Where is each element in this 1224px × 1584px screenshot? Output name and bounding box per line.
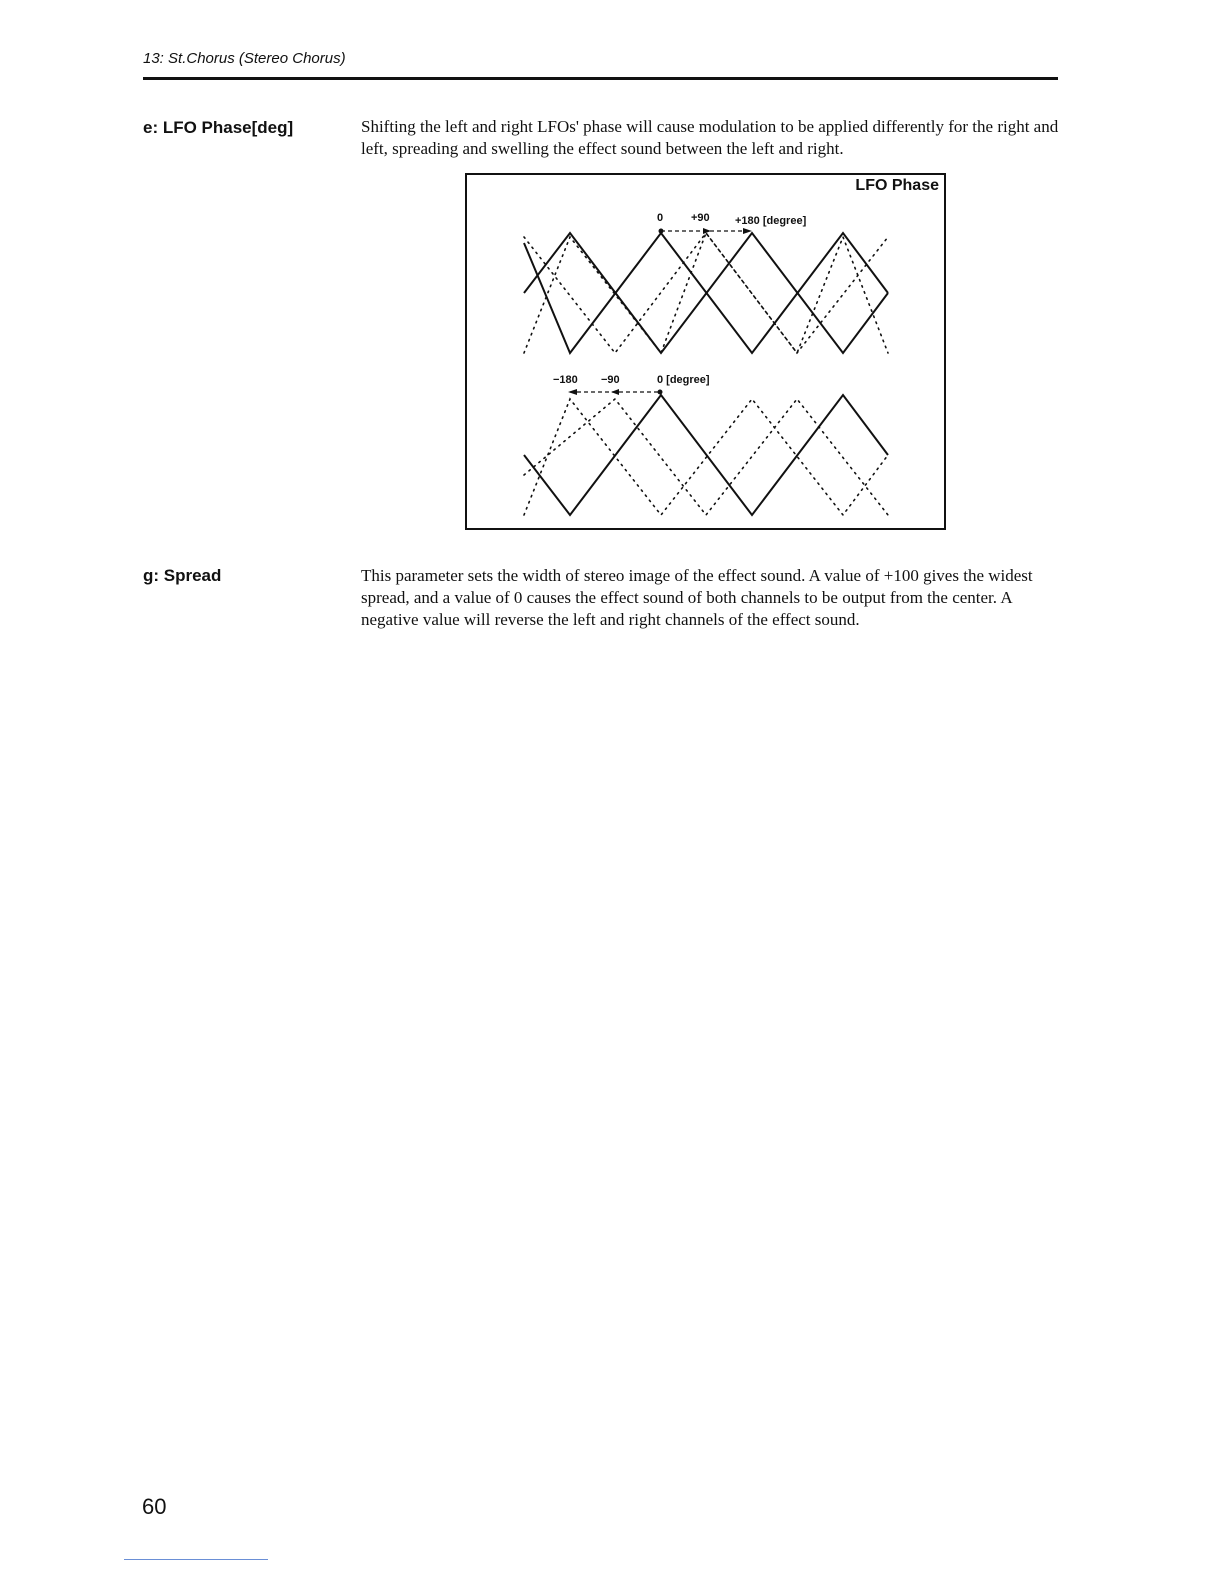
top-phase-arrowhead-180 (743, 228, 752, 234)
top-label-plus180: +180 [degree] (735, 215, 807, 227)
bottom-label-minus90: −90 (601, 374, 620, 386)
bottom-label-minus180: −180 (553, 374, 578, 386)
bottom-phase-arrowhead-180 (568, 389, 577, 395)
lfo-phase-figure (465, 173, 946, 530)
running-head: 13: St.Chorus (Stereo Chorus) (143, 50, 346, 67)
header-rule (143, 77, 1058, 80)
top-label-plus90: +90 (691, 212, 710, 224)
section-body-spread: This parameter sets the width of stereo image of the effect sound. A value of +100 gives the widest spread, and a value of 0 causes the effect sound of both channels to be output from the center. A negative value will reverse the left and right channels of the effect sound. (361, 566, 1033, 629)
lfo-phase-diagram (467, 175, 944, 528)
page-number: 60 (142, 1494, 167, 1519)
section-body-lfo-phase: Shifting the left and right LFOs' phase will cause modulation to be applied differently for the right and left, spreading and swelling the effect sound between the left and right. (361, 117, 1059, 158)
bottom-phase-origin-dot (658, 390, 663, 395)
figure-title: LFO Phase (855, 177, 939, 194)
section-title-spread: g: Spread (143, 566, 222, 585)
bottom-wave-left-channel (524, 395, 888, 515)
top-wave-left-channel-b (524, 233, 888, 353)
bottom-label-0: 0 [degree] (657, 374, 710, 386)
top-label-0: 0 (657, 212, 664, 224)
bottom-wave-right-channel (524, 399, 888, 515)
bottom-phase-arrowhead-90 (611, 389, 619, 395)
section-title-lfo-phase: e: LFO Phase[deg] (143, 118, 294, 137)
footer-line (124, 1559, 268, 1560)
